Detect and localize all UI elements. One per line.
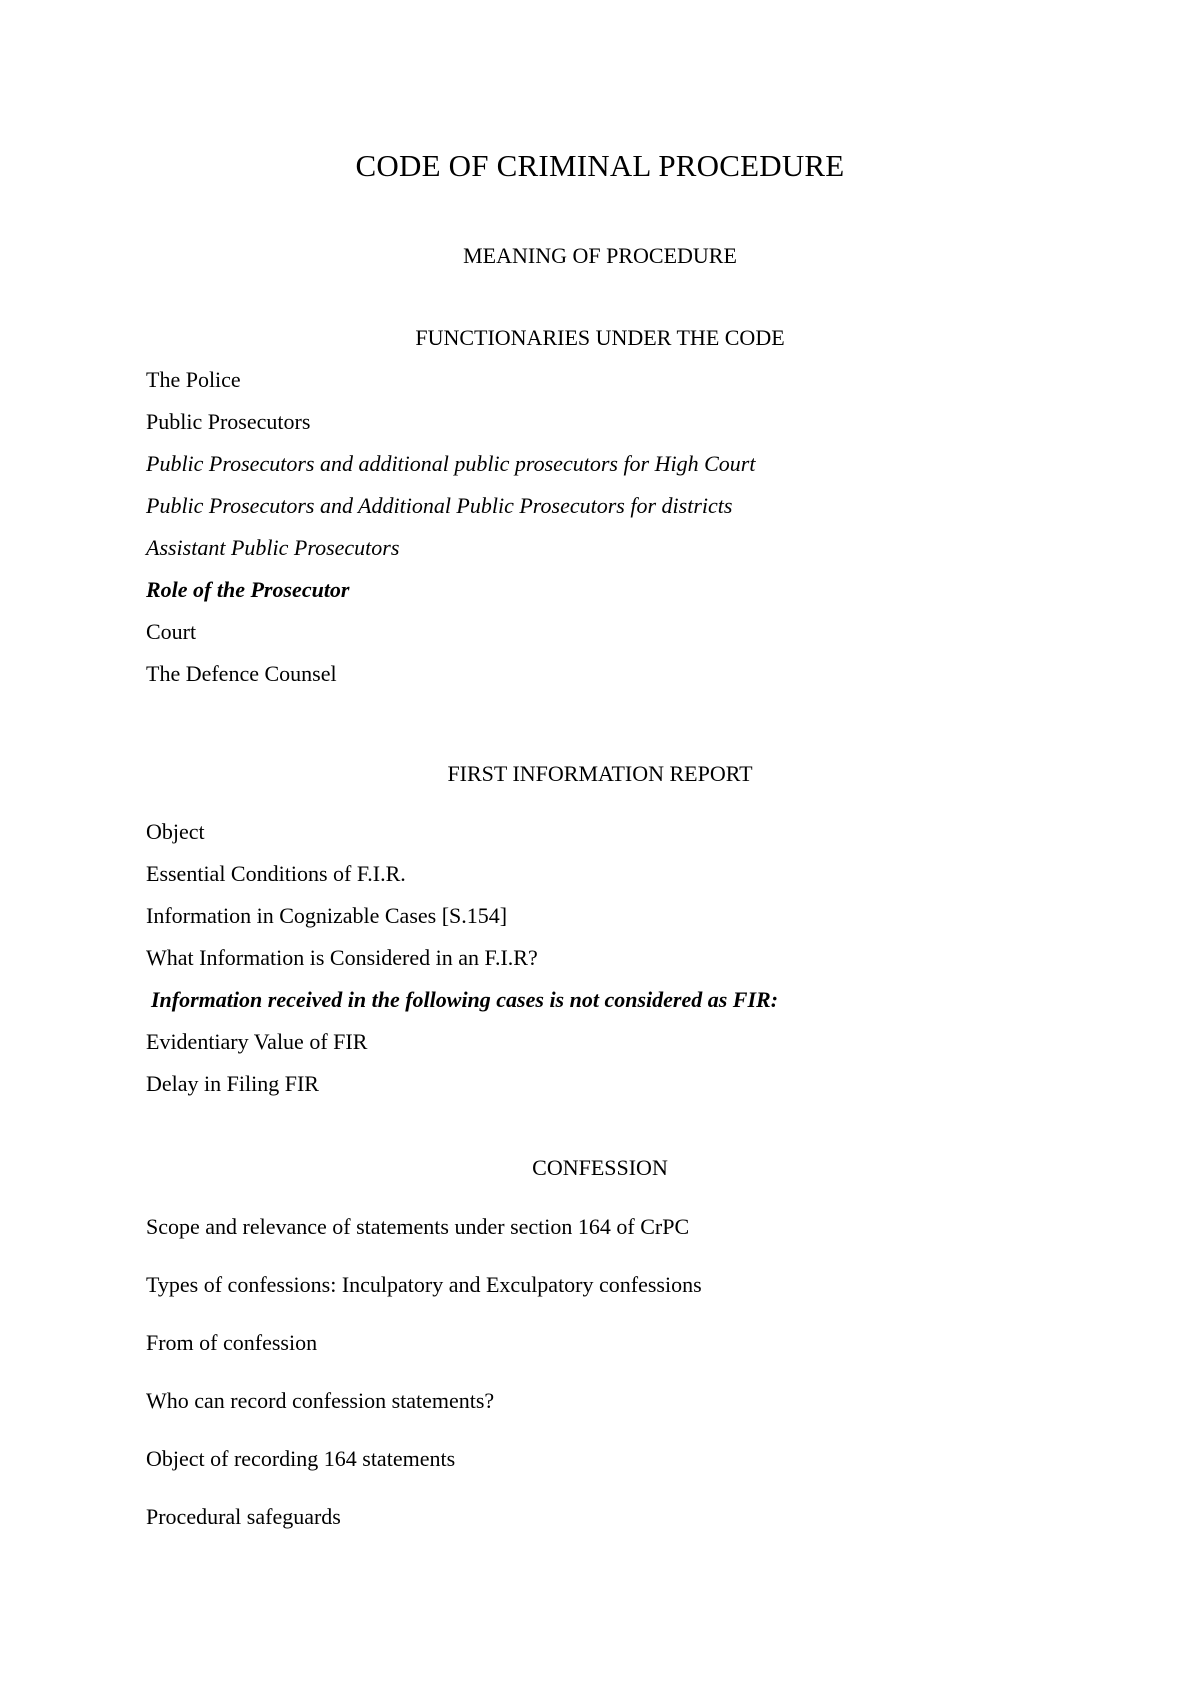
section-heading-confession: CONFESSION — [532, 1155, 668, 1180]
list-item-delay-in-filing: Delay in Filing FIR — [146, 1071, 319, 1096]
list-item-procedural-safeguards: Procedural safeguards — [146, 1504, 341, 1529]
list-item-assistant-pp: Assistant Public Prosecutors — [146, 535, 400, 560]
list-item-court: Court — [146, 619, 197, 644]
list-item-not-considered-fir: Information received in the following cases is not considered as FIR: — [151, 987, 779, 1012]
list-item-pp-high-court: Public Prosecutors and additional public prosecutors for High Court — [146, 451, 756, 476]
list-item-who-can-record: Who can record confession statements? — [146, 1388, 495, 1413]
list-item-pp-districts: Public Prosecutors and Additional Public Prosecutors for districts — [146, 493, 733, 518]
section-heading-fir: FIRST INFORMATION REPORT — [447, 761, 753, 786]
section-heading-functionaries: FUNCTIONARIES UNDER THE CODE — [415, 325, 785, 350]
list-item-object: Object — [146, 819, 205, 844]
list-item-object-of-recording: Object of recording 164 statements — [146, 1446, 456, 1471]
list-item-evidentiary-value: Evidentiary Value of FIR — [146, 1029, 368, 1054]
list-item-form-of-confession: From of confession — [146, 1330, 318, 1355]
list-item-what-information: What Information is Considered in an F.I.R? — [146, 945, 538, 970]
list-item-essential-conditions: Essential Conditions of F.I.R. — [146, 861, 406, 886]
list-item-types-of-confessions: Types of confessions: Inculpatory and Exculpatory confessions — [146, 1272, 702, 1297]
section-heading-meaning-of-procedure: MEANING OF PROCEDURE — [463, 243, 737, 268]
list-item-public-prosecutors: Public Prosecutors — [146, 409, 311, 434]
list-item-defence-counsel: The Defence Counsel — [146, 661, 337, 686]
list-item-role-of-prosecutor: Role of the Prosecutor — [146, 577, 350, 602]
list-item-cognizable-cases: Information in Cognizable Cases [S.154] — [146, 903, 508, 928]
document-title: CODE OF CRIMINAL PROCEDURE — [355, 148, 845, 183]
list-item-scope-relevance: Scope and relevance of statements under section 164 of CrPC — [146, 1214, 690, 1239]
list-item-the-police: The Police — [146, 367, 241, 392]
